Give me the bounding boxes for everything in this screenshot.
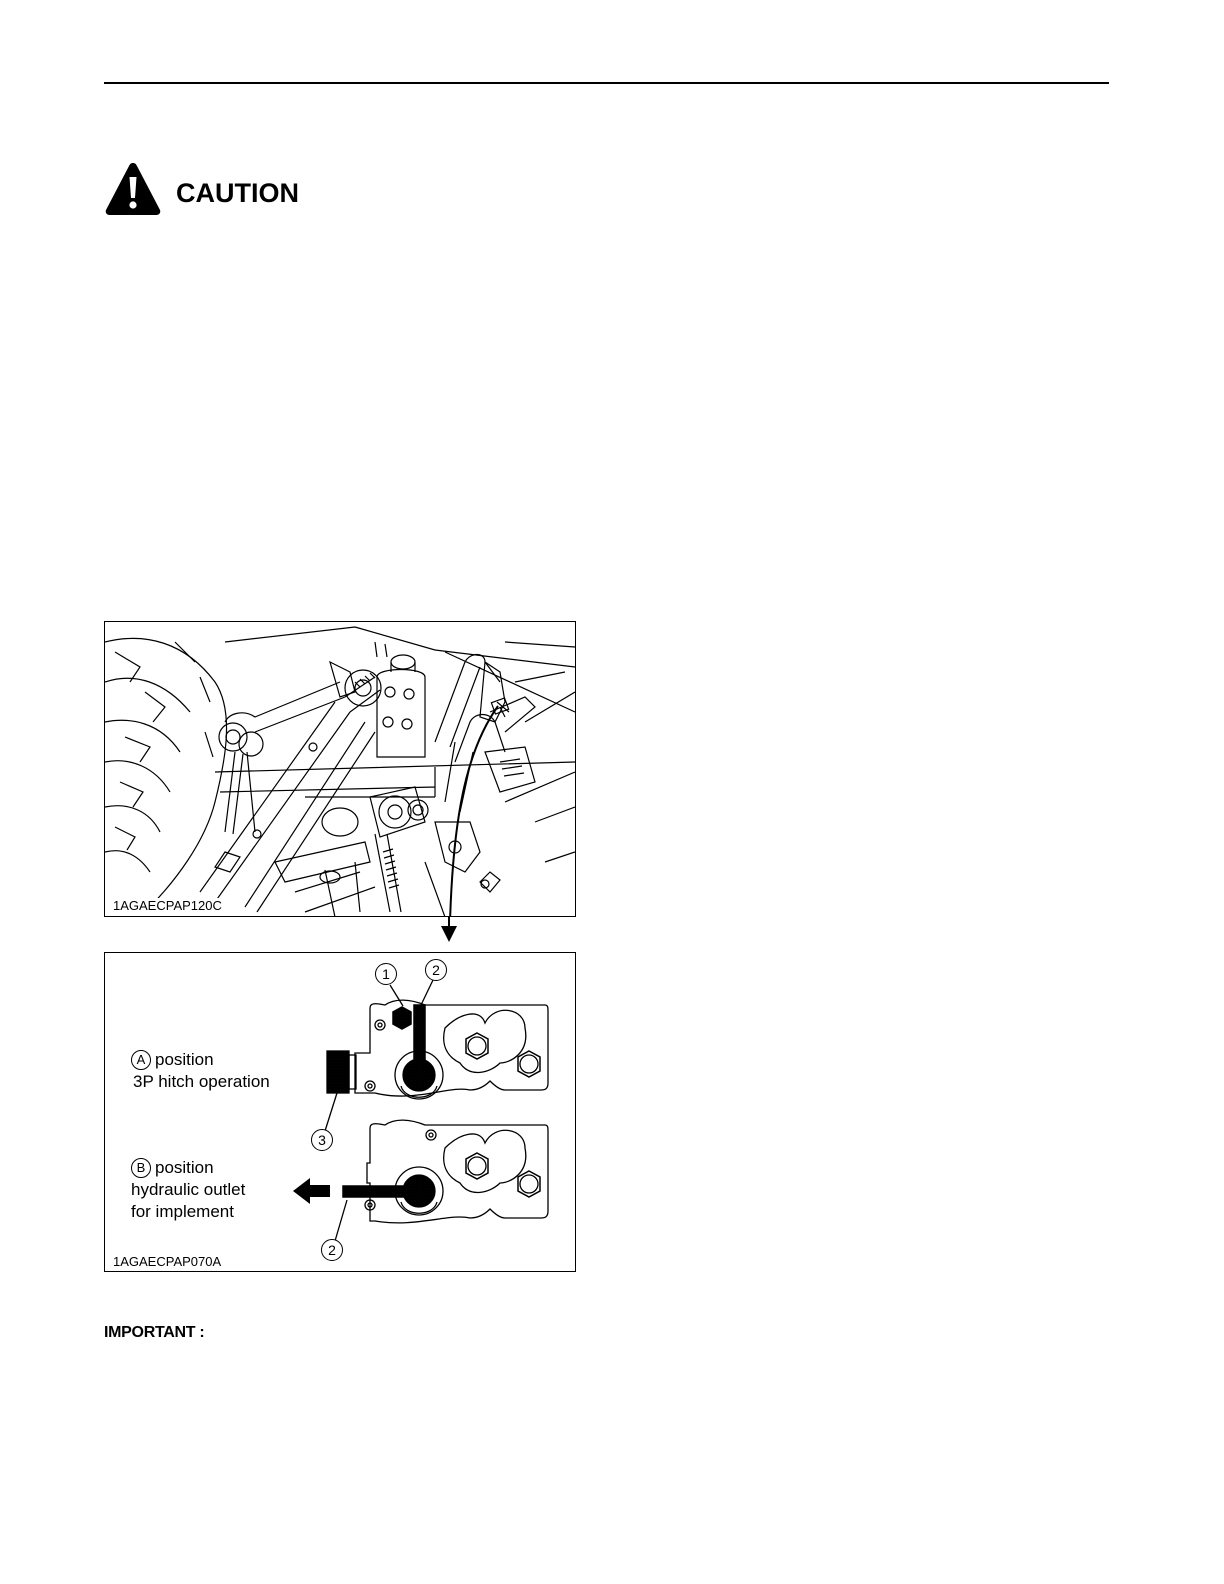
hitch-line-drawing — [105, 622, 576, 917]
hitch-photo-figure — [104, 621, 576, 917]
valve-line-diagram — [105, 953, 576, 1272]
callout-2-bottom: 2 — [321, 1239, 343, 1261]
valve-diagram-figure — [104, 952, 576, 1272]
position-b-line3: for implement — [131, 1202, 234, 1221]
photo-figure-code: 1AGAECPAP120C — [113, 898, 222, 913]
position-a-description: 3P hitch operation — [133, 1072, 270, 1091]
position-b-line2: hydraulic outlet — [131, 1180, 246, 1199]
caution-heading — [104, 160, 299, 218]
important-heading: IMPORTANT : — [104, 1324, 205, 1341]
position-b-label — [131, 1157, 245, 1223]
position-b-letter: B — [131, 1158, 151, 1178]
position-a-label — [131, 1049, 270, 1093]
diagram-figure-code: 1AGAECPAP070A — [113, 1254, 222, 1269]
position-a-letter: A — [131, 1050, 151, 1070]
position-b-title: position — [155, 1158, 214, 1177]
callout-3: 3 — [311, 1129, 333, 1151]
top-rule — [104, 82, 1109, 84]
callout-2-top: 2 — [425, 959, 447, 981]
caution-label: CAUTION — [176, 177, 299, 208]
callout-1: 1 — [375, 963, 397, 985]
left-arrow-icon — [293, 1178, 330, 1204]
warning-triangle-icon — [104, 161, 162, 217]
position-a-title: position — [155, 1050, 214, 1069]
